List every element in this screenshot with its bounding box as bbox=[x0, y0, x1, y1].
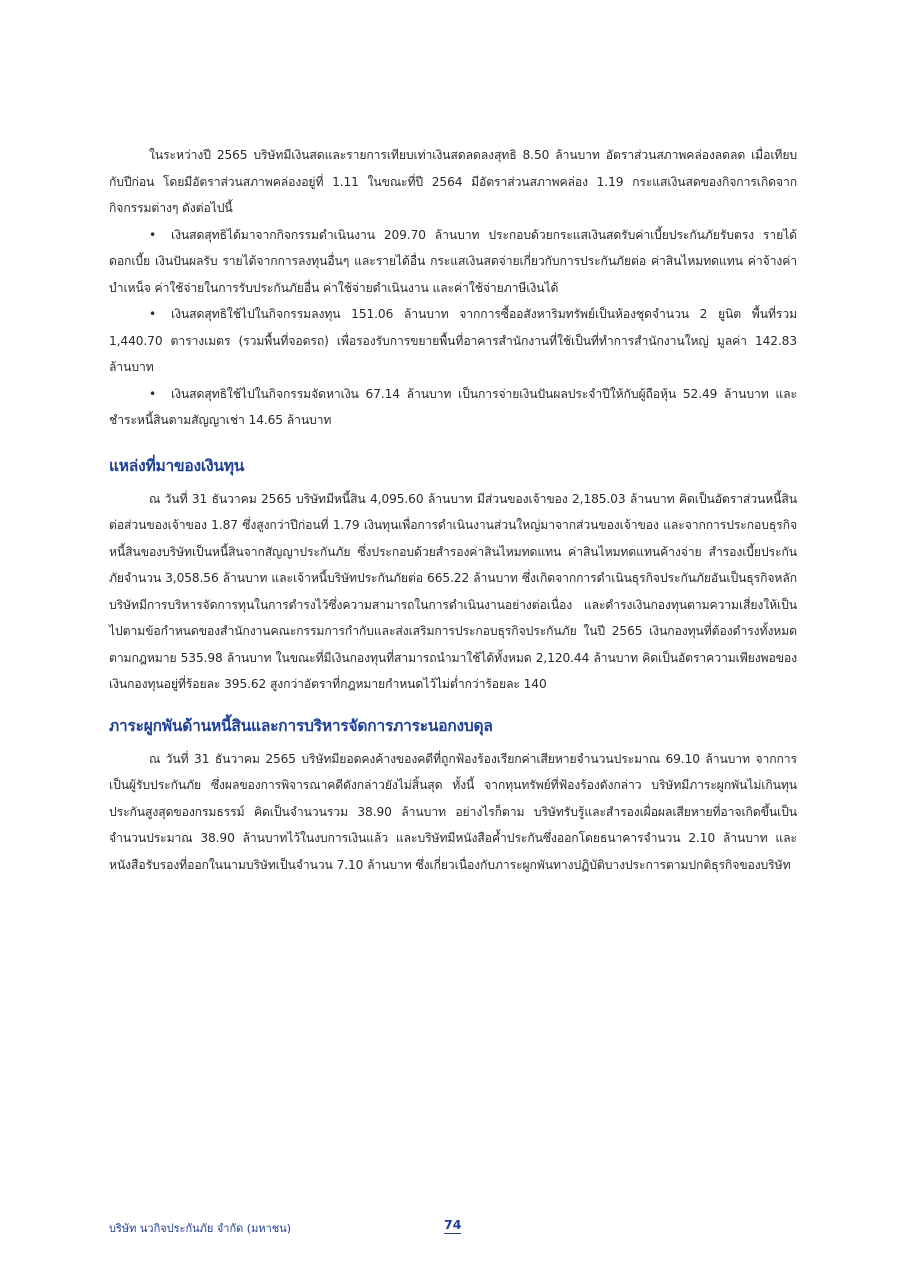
bullet-text: เงินสดสุทธิใช้ไปในกิจกรรมลงทุน 151.06 ล้านบาท จากการซื้ออสังหาริมทรัพย์เป็นห้องชุดจำนวน 2 ยูนิต พื้นที่รวม 1,440.70 ตารางเมตร (รวมพื้นที่จอดรถ) เพื่อรองรับการขยายพื้นที่อาคารสำนักงานที่ใช้เป็นที่ทำการสำนักงานใหญ่ มูลค่า 142.83 ล้านบาท bbox=[109, 307, 797, 374]
footer-company-name: บริษัท นวกิจประกันภัย จำกัด (มหาชน) bbox=[109, 1222, 292, 1235]
bullet-icon: • bbox=[149, 386, 157, 401]
section-heading-funding-sources: แหล่งที่มาของเงินทุน bbox=[109, 456, 245, 475]
page-number: 74 bbox=[444, 1217, 462, 1232]
funding-sources-paragraph: ณ วันที่ 31 ธันวาคม 2565 บริษัทมีหนี้สิน 4,095.60 ล้านบาท มีส่วนของเจ้าของ 2,185.03 ล้านบาท คิดเป็นอัตราส่วนหนี้สินต่อส่วนของเจ้าของ 1.87 ซึ่งสูงกว่าปีก่อนที่ 1.79 เงินทุนเพื่อการดำเนินงานส่วนใหญ่มาจากส่วนของเจ้าของ และจากการประกอบธุรกิจ หนี้สินของบริษัทเป็นหนี้สินจากสัญญาประกันภัย ซึ่งประกอบด้วยสำรองค่าสินไหมทดแทน ค่าสินไหมทดแทนค้างจ่าย สำรองเบี้ยประกันภัยจำนวน 3,058.56 ล้านบาท และเจ้าหนี้บริษัทประกันภัยต่อ 665.22 ล้านบาท ซึ่งเกิดจากการดำเนินธุรกิจประกันภัยอันเป็นธุรกิจหลัก บริษัทมีการบริหารจัดการทุนในการดำรงไว้ซึ่งความสามารถในการดำเนินงานอย่างต่อเนื่อง และดำรงเงินกองทุนตามความเสี่ยงให้เป็นไปตามข้อกำหนดของสำนักงานคณะกรรมการกำกับและส่งเสริมการประกอบธุรกิจประกันภัย ในปี 2565 เงินกองทุนที่ต้องดำรงทั้งหมดตามกฎหมาย 535.98 ล้านบาท ในขณะที่มีเงินกองทุนที่สามารถนำมาใช้ได้ทั้งหมด 2,120.44 ล้านบาท คิดเป็นอัตราความเพียงพอของเงินกองทุนอยู่ที่ร้อยละ 395.62 สูงกว่าอัตราที่กฎหมายกำหนดไว้ไม่ต่ำกว่าร้อยละ 140 bbox=[109, 491, 797, 691]
bullet-item bbox=[109, 222, 797, 302]
intro-paragraph: ในระหว่างปี 2565 บริษัทมีเงินสดและรายการเทียบเท่าเงินสดลดลงสุทธิ 8.50 ล้านบาท อัตราส่วนสภาพคล่องลดลด เมื่อเทียบกับปีก่อน โดยมีอัตราส่วนสภาพคล่องอยู่ที่ 1.11 ในขณะที่ปี 2564 มีอัตราส่วนสภาพคล่อง 1.19 กระแสเงินสดของกิจการเกิดจากกิจกรรมต่างๆ ดังต่อไปนี้ bbox=[109, 148, 797, 215]
page-content bbox=[109, 142, 797, 878]
section-heading-off-balance: ภาระผูกพันด้านหนี้สินและการบริหารจัดการภาระนอกงบดุล bbox=[109, 716, 493, 735]
off-balance-paragraph: ณ วันที่ 31 ธันวาคม 2565 บริษัทมียอดคงค้างของคดีที่ถูกฟ้องร้องเรียกค่าเสียหายจำนวนประมาณ 69.10 ล้านบาท จากการเป็นผู้รับประกันภัย ซึ่งผลของการพิจารณาคดีดังกล่าวยังไม่สิ้นสุด ทั้งนี้ จากทุนทรัพย์ที่ฟ้องร้องดังกล่าว บริษัทมีภาระผูกพันไม่เกินทุนประกันสูงสุดของกรมธรรม์ คิดเป็นจำนวนรวม 38.90 ล้านบาท อย่างไรก็ตาม บริษัทรับรู้และสำรองเผื่อผลเสียหายที่อาจเกิดขึ้นเป็นจำนวนประมาณ 38.90 ล้านบาทไว้ในงบการเงินแล้ว และบริษัทมีหนังสือค้ำประกันซึ่งออกโดยธนาคารจำนวน 2.10 ล้านบาท และหนังสือรับรองที่ออกในนามบริษัทเป็นจำนวน 7.10 ล้านบาท ซึ่งเกี่ยวเนื่องกับภาระผูกพันทางปฏิบัติบางประการตามปกติธุรกิจของบริษัท bbox=[109, 751, 797, 872]
bullet-item bbox=[109, 381, 797, 434]
bullet-item bbox=[109, 301, 797, 381]
page-footer bbox=[109, 1215, 797, 1239]
bullet-icon: • bbox=[149, 227, 157, 242]
bullet-text: เงินสดสุทธิได้มาจากกิจกรรมดำเนินงาน 209.70 ล้านบาท ประกอบด้วยกระแสเงินสดรับค่าเบี้ยประกันภัยรับตรง รายได้ดอกเบี้ย เงินปันผลรับ รายได้จากการลงทุนอื่นๆ และรายได้อื่น กระแสเงินสดจ่ายเกี่ยวกับการประกันภัยต่อ ค่าสินไหมทดแทน ค่าจ้างค่าบำเหน็จ ค่าใช้จ่ายในการรับประกันภัยอื่น ค่าใช้จ่ายดำเนินงาน และค่าใช้จ่ายภาษีเงินได้ bbox=[109, 227, 797, 295]
bullet-text: เงินสดสุทธิใช้ไปในกิจกรรมจัดหาเงิน 67.14 ล้านบาท เป็นการจ่ายเงินปันผลประจำปีให้กับผู้ถือหุ้น 52.49 ล้านบาท และชำระหนี้สินตามสัญญาเช่า 14.65 ล้านบาท bbox=[109, 386, 797, 427]
bullet-icon: • bbox=[149, 307, 157, 321]
